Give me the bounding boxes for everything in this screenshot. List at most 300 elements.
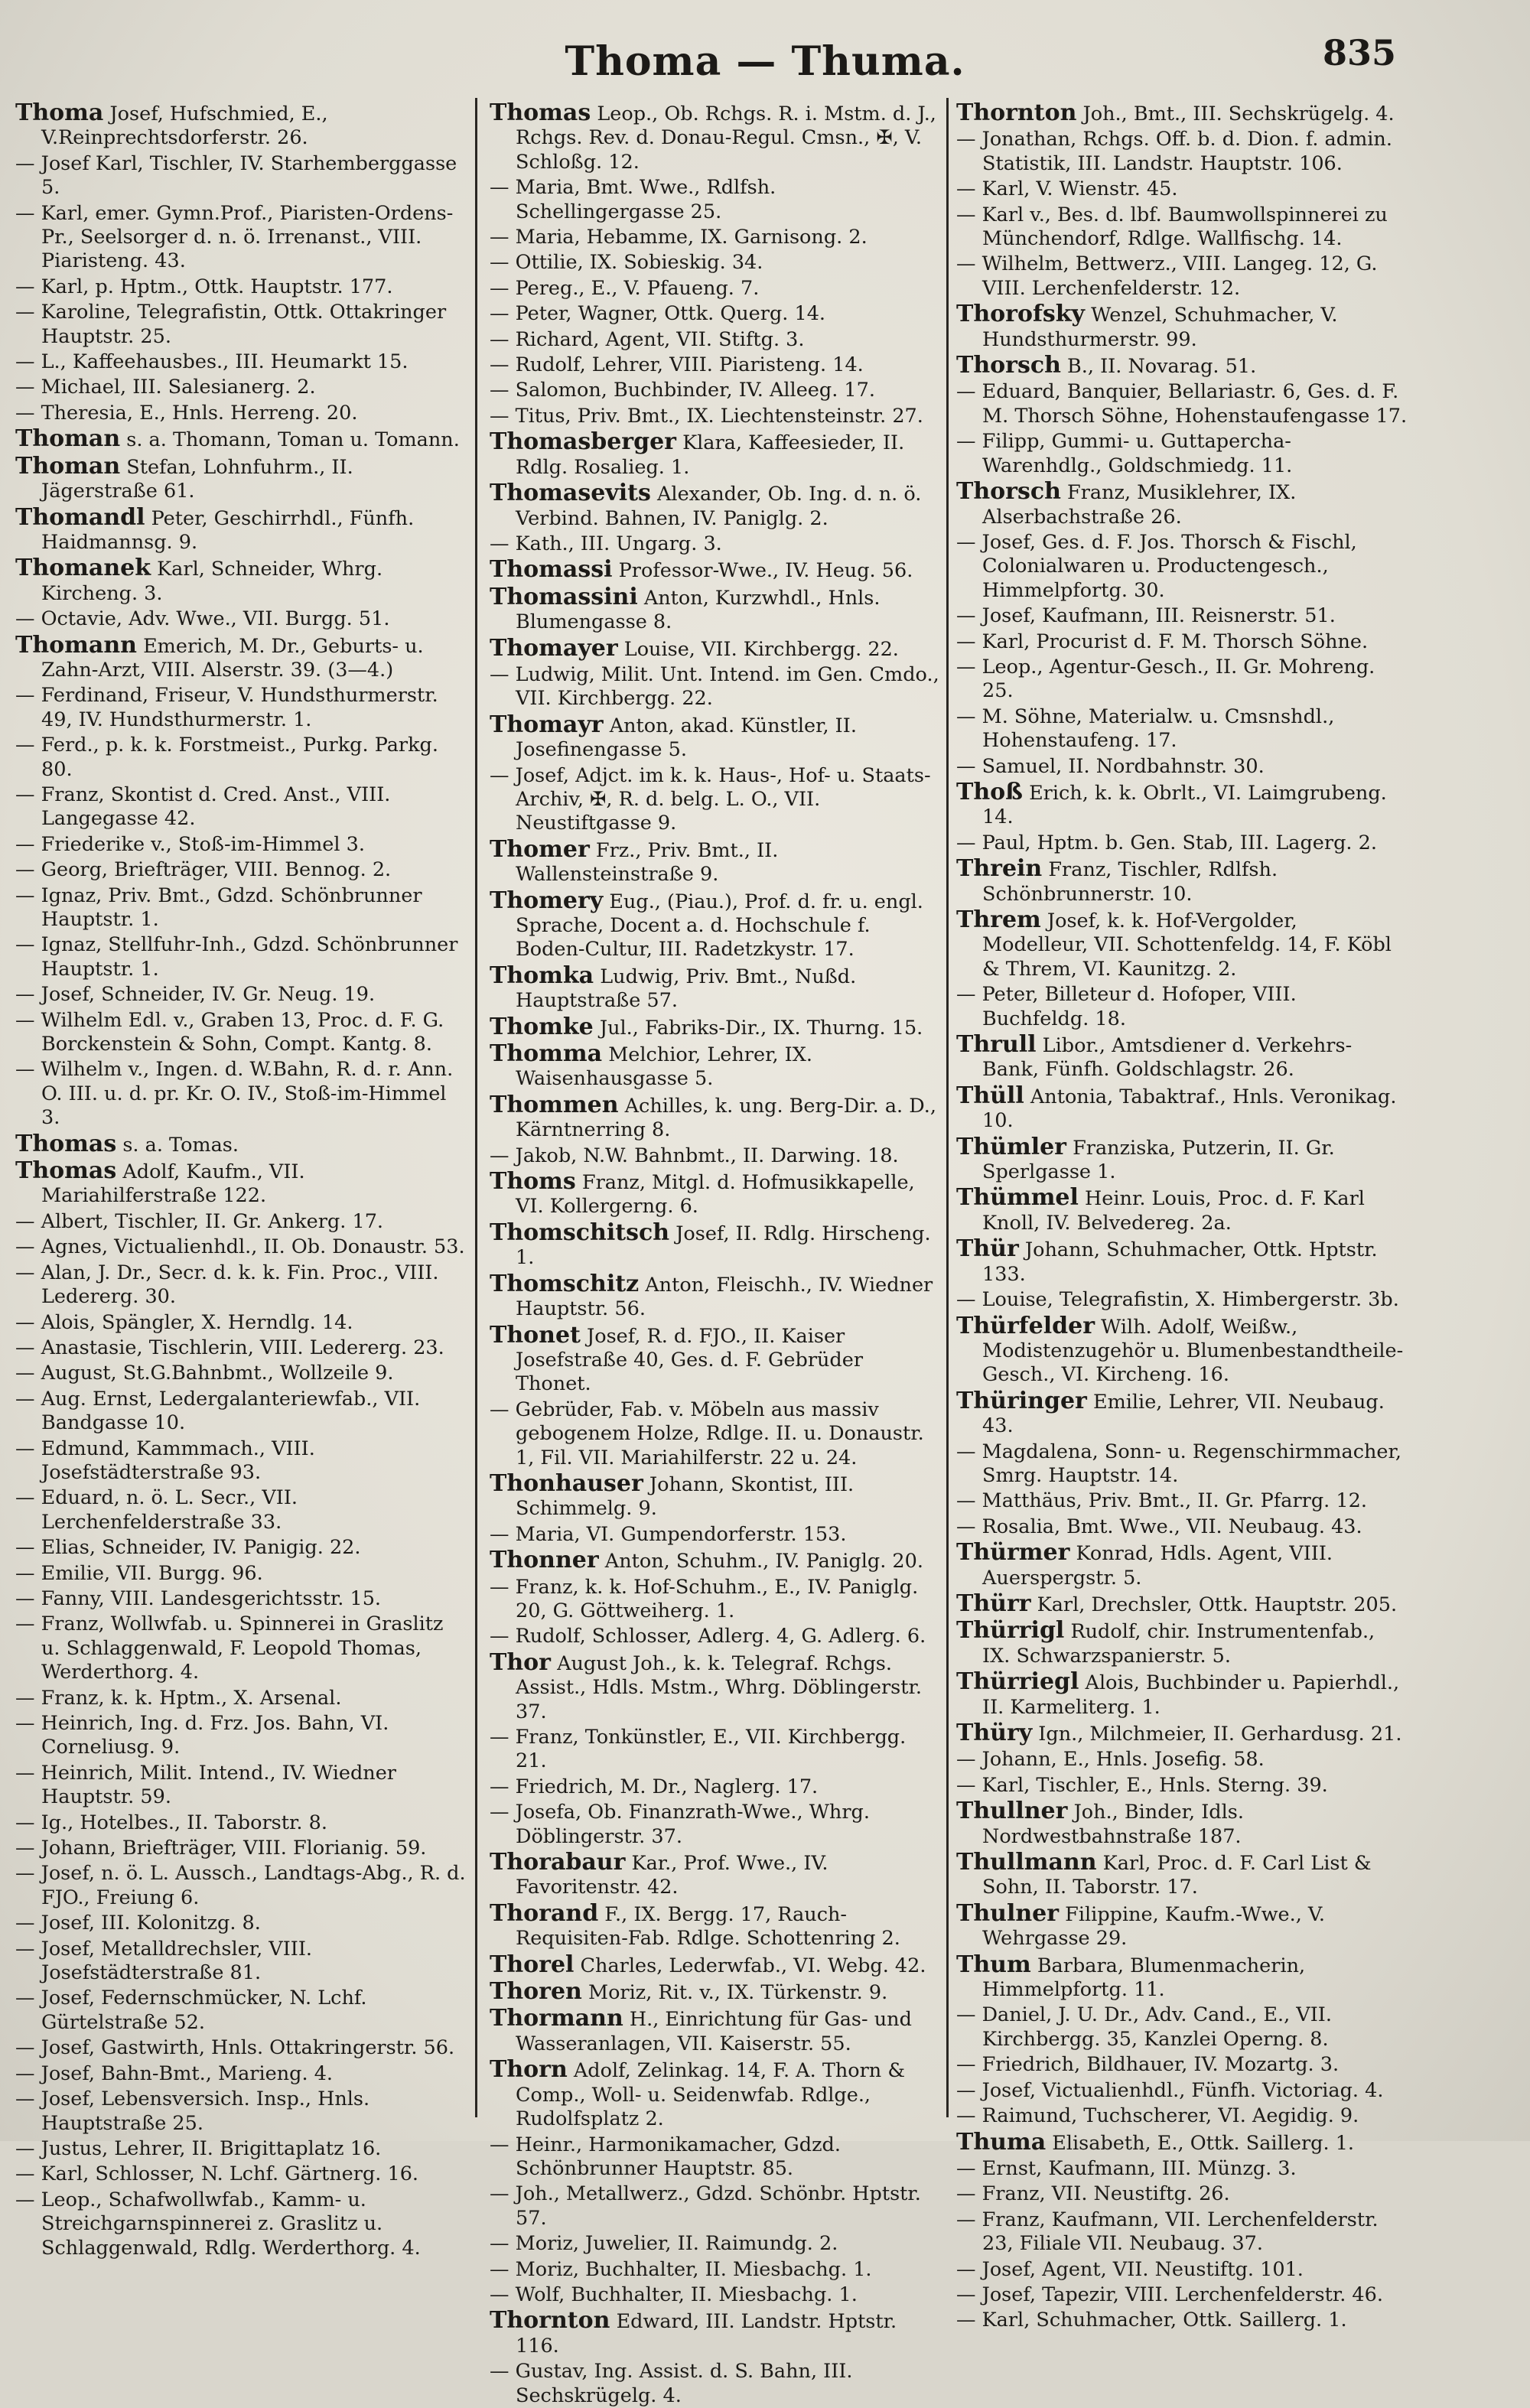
- directory-entry: [490, 835, 941, 887]
- directory-entry: [15, 884, 467, 932]
- entry-text: — Johann, Briefträger, VIII. Florianig. 59.: [15, 1837, 427, 1860]
- directory-entry: [15, 1912, 467, 1935]
- entry-surname: Thulner: [956, 1899, 1060, 1927]
- directory-entry: [15, 1159, 467, 1209]
- entry-text: — Heinrich, Ing. d. Frz. Jos. Bahn, VI. Corneliusg. 9.: [15, 1712, 389, 1759]
- directory-entry: [15, 350, 467, 374]
- entry-text: — Maria, VI. Gumpendorferstr. 153.: [490, 1522, 847, 1546]
- entry-text: F., IX. Bergg. 17, Rauch-Requisiten-Fab. Rdlge. Schottenring 2.: [516, 1902, 900, 1951]
- directory-entry: [15, 1235, 467, 1259]
- directory-entry: [490, 663, 941, 711]
- directory-entry: [490, 1398, 941, 1470]
- entry-surname: Thor: [490, 1648, 551, 1676]
- entry-text: — Leop., Schafwollwfab., Kamm- u. Streichgarnspinnerei z. Graslitz u. Schlaggenwald, Rdlg. Werderthorg. 4.: [15, 2188, 421, 2260]
- entry-surname: Thonner: [490, 1547, 599, 1574]
- entry-surname: Thürmer: [956, 1539, 1070, 1567]
- directory-entry: [490, 176, 941, 224]
- directory-entry: [956, 2079, 1408, 2103]
- entry-text: — Friedrich, Bildhauer, IV. Mozartg. 3.: [956, 2053, 1340, 2077]
- entry-text: Ludwig, Priv. Bmt., Nußd. Hauptstraße 57.: [516, 965, 857, 1013]
- entry-text: Klara, Kaffeesieder, II. Rdlg. Rosalieg. 1.: [516, 431, 905, 479]
- entry-text: — Karl, Tischler, E., Hnls. Sterng. 39.: [956, 1773, 1328, 1797]
- entry-surname: Thorsch: [956, 352, 1061, 379]
- directory-entry: [15, 454, 467, 504]
- page-header: [0, 32, 1530, 93]
- entry-surname: Thonet: [490, 1321, 581, 1349]
- entry-surname: Thomassini: [490, 583, 638, 610]
- entry-text: — Alan, J. Dr., Secr. d. k. k. Fin. Proc., VIII. Ledererg. 30.: [15, 1261, 439, 1309]
- entry-text: Melchior, Lehrer, IX. Waisenhausgasse 5.: [516, 1043, 813, 1091]
- directory-entry: [490, 2258, 941, 2282]
- entry-text: — Peter, Billeteur d. Hofoper, VIII. Buchfeldg. 18.: [956, 983, 1297, 1030]
- entry-text: — Paul, Hptm. b. Gen. Stab, III. Lagerg. 2.: [956, 831, 1377, 854]
- directory-entry: [15, 1132, 467, 1157]
- entry-text: — Rosalia, Bmt. Wwe., VII. Neubaug. 43.: [956, 1515, 1362, 1538]
- entry-text: — Maria, Hebamme, IX. Garnisong. 2.: [490, 226, 868, 249]
- directory-entry: [15, 503, 467, 555]
- entry-text: — Johann, E., Hnls. Josefig. 58.: [956, 1748, 1265, 1772]
- entry-text: — Heinr., Harmonikamacher, Gdzd. Schönbrunner Hauptstr. 85.: [490, 2133, 841, 2180]
- entry-surname: Thormann: [490, 2005, 623, 2032]
- directory-entry: [490, 328, 941, 352]
- directory-entry: [15, 1811, 467, 1835]
- entry-text: — Ig., Hotelbes., II. Taborstr. 8.: [15, 1811, 327, 1834]
- entry-surname: Thomanek: [15, 555, 151, 582]
- directory-entry: [15, 607, 467, 631]
- directory-entry: [490, 2283, 941, 2307]
- entry-surname: Thomas: [15, 1130, 117, 1157]
- entry-text: — Ferd., p. k. k. Forstmeist., Purkg. Parkg. 80.: [15, 734, 438, 781]
- directory-entry: [956, 1774, 1408, 1798]
- entry-text: Jul., Fabriks-Dir., IX. Thurng. 15.: [599, 1016, 923, 1040]
- directory-entry: [956, 780, 1408, 830]
- directory-entry: [490, 1850, 941, 1900]
- entry-text: — Pereg., E., V. Pfaueng. 7.: [490, 276, 760, 300]
- entry-surname: Thorn: [490, 2056, 568, 2084]
- entry-text: — Gebrüder, Fab. v. Möbeln aus massiv gebogenem Holze, Rdlge. II. u. Donaustr. 1, Fil. VII. Mariahilferstr. 22 u. 24.: [490, 1398, 924, 1469]
- entry-surname: Thornton: [956, 99, 1077, 126]
- directory-entry: [15, 2137, 467, 2161]
- entry-text: — Wolf, Buchhalter, II. Miesbachg. 1.: [490, 2283, 858, 2306]
- directory-entry: [490, 1323, 941, 1397]
- directory-entry: [956, 531, 1408, 603]
- directory-entry: [956, 857, 1408, 906]
- entry-text: Johann, Schuhmacher, Ottk. Hptstr. 133.: [982, 1238, 1378, 1286]
- directory-entry: [490, 2309, 941, 2358]
- entry-text: — Ottilie, IX. Sobieskig. 34.: [490, 251, 763, 275]
- entry-surname: Threm: [956, 906, 1041, 933]
- directory-entry: [15, 783, 467, 831]
- entry-surname: Thum: [956, 1951, 1031, 1978]
- entry-text: — Karl, V. Wienstr. 45.: [956, 177, 1178, 201]
- entry-surname: Thomery: [490, 887, 604, 914]
- directory-entry: [956, 2309, 1408, 2332]
- entry-text: — Octavie, Adv. Wwe., VII. Burgg. 51.: [15, 607, 390, 631]
- entry-text: — Salomon, Buchbinder, IV. Alleeg. 17.: [490, 379, 875, 402]
- directory-entry: [490, 251, 941, 275]
- entry-surname: Thorsch: [956, 478, 1061, 506]
- entry-text: — Jakob, N.W. Bahnbmt., II. Darwing. 18.: [490, 1144, 899, 1167]
- entry-text: Konrad, Hdls. Agent, VIII. Auerspergstr. 5.: [982, 1542, 1333, 1590]
- directory-entry: [15, 556, 467, 606]
- entry-text: — Agnes, Victualienhdl., II. Ob. Donaustr. 53.: [15, 1235, 465, 1259]
- directory-entry: [490, 1042, 941, 1092]
- directory-entry: [15, 301, 467, 349]
- entry-text: — Josef, n. ö. L. Aussch., Landtags-Abg., R. d. FJO., Freiung 6.: [15, 1862, 466, 1909]
- entry-text: — Josef, III. Kolonitzg. 8.: [15, 1912, 261, 1935]
- entry-text: — Josef, Ges. d. F. Jos. Thorsch & Fischl, Colonialwaren u. Productengesch., Himmelpfortg. 30.: [956, 530, 1357, 602]
- entry-surname: Thomayer: [490, 634, 618, 662]
- entry-surname: Thorofsky: [956, 301, 1085, 328]
- entry-text: Antonia, Tabaktraf., Hnls. Veronikag. 10.: [982, 1085, 1397, 1133]
- entry-text: — Maria, Bmt. Wwe., Rdlfsh. Schellingergasse 25.: [490, 176, 776, 223]
- entry-text: Edward, III. Landstr. Hptstr. 116.: [516, 2310, 897, 2358]
- entry-surname: Thoren: [490, 1978, 582, 2006]
- entry-text: Wilh. Adolf, Weißw., Modistenzugehör u. Blumenbestandtheile-Gesch., VI. Kircheng. 16.: [982, 1315, 1404, 1387]
- directory-entry: [956, 630, 1408, 654]
- entry-text: — Anastasie, Tischlerin, VIII. Ledererg. 23.: [15, 1336, 444, 1359]
- entry-text: Frz., Priv. Bmt., II. Wallensteinstraße 9.: [516, 838, 779, 887]
- entry-text: — Daniel, J. U. Dr., Adv. Cand., E., VII. Kirchbergg. 35, Kanzlei Operng. 8.: [956, 2003, 1332, 2051]
- entry-text: — Franz, Tonkünstler, E., VII. Kirchbergg. 21.: [490, 1726, 907, 1773]
- column-2: [490, 99, 941, 2407]
- entry-text: Eug., (Piau.), Prof. d. fr. u. engl. Sprache, Docent a. d. Hochschule f. Boden-Cultur, III. Radetzkystr. 17.: [516, 890, 923, 962]
- directory-entry: [956, 252, 1408, 301]
- directory-entry: [15, 2188, 467, 2260]
- directory-entry: [490, 379, 941, 402]
- directory-entry: [490, 353, 941, 377]
- directory-entry: [956, 1619, 1408, 1668]
- entry-surname: Thoß: [956, 778, 1023, 805]
- directory-entry: [490, 1272, 941, 1322]
- entry-text: Adolf, Zelinkag. 14, F. A. Thorn & Comp., Woll- u. Seidenwfab. Rdlge., Rudolfsplatz 2.: [516, 2059, 906, 2131]
- directory-entry: [15, 1687, 467, 1710]
- directory-entry: [490, 1648, 941, 1724]
- directory-entry: [15, 1612, 467, 1684]
- column-divider: [946, 98, 949, 2117]
- entry-text: Heinr. Louis, Proc. d. F. Karl Knoll, IV. Belvedereg. 2a.: [982, 1187, 1365, 1235]
- directory-entry: [490, 1548, 941, 1573]
- entry-text: Franz, Musiklehrer, IX. Alserbachstraße 26.: [982, 481, 1297, 529]
- entry-text: — Ignaz, Stellfuhr-Inh., Gdzd. Schönbrunner Hauptstr. 1.: [15, 933, 458, 981]
- directory-entry: [956, 2157, 1408, 2181]
- directory-entry: [956, 353, 1408, 379]
- entry-text: — Raimund, Tuchscherer, VI. Aegidig. 9.: [956, 2104, 1359, 2128]
- entry-text: — Ernst, Kaufmann, III. Münzg. 3.: [956, 2156, 1297, 2180]
- directory-entry: [490, 101, 941, 174]
- directory-entry: [956, 380, 1408, 428]
- directory-entry: [15, 275, 467, 299]
- column-divider: [475, 98, 477, 2117]
- entry-text: — Matthäus, Priv. Bmt., II. Gr. Pfarrg. 12.: [956, 1489, 1367, 1513]
- directory-entry: [956, 1799, 1408, 1849]
- entry-text: — Jonathan, Rchgs. Off. b. d. Dion. f. admin. Statistik, III. Landstr. Hauptstr. 106.: [956, 128, 1392, 175]
- entry-surname: Threin: [956, 855, 1043, 883]
- page-number: 835: [1322, 32, 1396, 73]
- directory-entry: [490, 2232, 941, 2256]
- directory-entry: [956, 1670, 1408, 1720]
- directory-entry: [490, 1093, 941, 1143]
- entry-surname: Thüringer: [956, 1387, 1087, 1414]
- directory-entry: [490, 1523, 941, 1547]
- entry-text: — Theresia, E., Hnls. Herreng. 20.: [15, 401, 358, 425]
- entry-text: — Aug. Ernst, Ledergalanteriewfab., VII. Bandgasse 10.: [15, 1387, 421, 1435]
- entry-surname: Thomer: [490, 835, 590, 863]
- entry-text: — Emilie, VII. Burgg. 96.: [15, 1561, 263, 1585]
- entry-text: H., Einrichtung für Gas- und Wasseranlagen, VII. Kaiserstr. 55.: [516, 2008, 912, 2055]
- entry-text: Rudolf, chir. Instrumentenfab., IX. Schwarzspanierstr. 5.: [982, 1620, 1375, 1668]
- directory-entry: [956, 1721, 1408, 1746]
- entry-text: — Josef, Lebensversich. Insp., Hnls. Hauptstraße 25.: [15, 2087, 370, 2135]
- directory-entry: [15, 1336, 467, 1360]
- entry-text: — Josef, Tapezir, VIII. Lerchenfelderstr. 46.: [956, 2283, 1383, 2306]
- entry-surname: Thümmel: [956, 1184, 1079, 1212]
- directory-entry: [15, 101, 467, 151]
- directory-entry: [15, 633, 467, 683]
- entry-surname: Thomke: [490, 1013, 594, 1040]
- entry-text: Franz, Tischler, Rdlfsh. Schönbrunnerstr. 10.: [982, 858, 1278, 906]
- directory-entry: [490, 1144, 941, 1168]
- entry-text: — Karl, p. Hptm., Ottk. Hauptstr. 177.: [15, 275, 393, 298]
- entry-text: Erich, k. k. Obrlt., VI. Laimgrubeng. 14.: [982, 781, 1387, 829]
- entry-surname: Thomasevits: [490, 480, 651, 507]
- directory-entry: [490, 1980, 941, 2005]
- entry-text: Franziska, Putzerin, II. Gr. Sperlgasse 1.: [982, 1136, 1335, 1184]
- column-3: [956, 99, 1408, 2332]
- directory-entry: [956, 2208, 1408, 2257]
- entry-text: — Josef Karl, Tischler, IV. Starhemberggasse 5.: [15, 151, 457, 200]
- entry-text: — Friedrich, M. Dr., Naglerg. 17.: [490, 1775, 819, 1798]
- entry-text: — Alois, Spängler, X. Herndlg. 14.: [15, 1310, 353, 1334]
- entry-text: — Josef, Bahn-Bmt., Marieng. 4.: [15, 2061, 334, 2085]
- directory-entry: [956, 2053, 1408, 2077]
- entry-text: Emilie, Lehrer, VII. Neubaug. 43.: [982, 1390, 1385, 1438]
- directory-entry: [15, 1536, 467, 1560]
- directory-entry: [15, 983, 467, 1007]
- entry-surname: Thullmann: [956, 1849, 1097, 1876]
- entry-text: — Louise, Telegrafistin, X. Himbergerstr. 3b.: [956, 1288, 1399, 1312]
- directory-entry: [15, 1762, 467, 1810]
- entry-surname: Thomandl: [15, 503, 145, 531]
- entry-text: — Franz, k. k. Hptm., X. Arsenal.: [15, 1686, 342, 1710]
- entry-surname: Thürriegl: [956, 1668, 1079, 1696]
- entry-text: Adolf, Kaufm., VII. Mariahilferstraße 122.: [41, 1160, 305, 1208]
- entry-text: Emerich, M. Dr., Geburts- u. Zahn-Arzt, VIII. Alserstr. 39. (3—4.): [41, 634, 424, 682]
- directory-entry: [490, 430, 941, 480]
- directory-entry: [490, 713, 941, 763]
- directory-entry: [490, 636, 941, 662]
- directory-entry: [490, 1221, 941, 1271]
- directory-entry: [15, 734, 467, 782]
- entry-text: Johann, Skontist, III. Schimmelg. 9.: [516, 1472, 855, 1521]
- directory-entry: [956, 203, 1408, 252]
- directory-entry: [15, 376, 467, 399]
- entry-text: — Gustav, Ing. Assist. d. S. Bahn, III. Sechskrügelg. 4.: [490, 2360, 853, 2407]
- directory-entry: [956, 983, 1408, 1031]
- entry-text: — Eduard, n. ö. L. Secr., VII. Lerchenfelderstraße 33.: [15, 1486, 298, 1534]
- directory-entry: [15, 427, 467, 452]
- entry-surname: Thoman: [15, 452, 121, 480]
- entry-text: — Karl, Schlosser, N. Lchf. Gärtnerg. 16.: [15, 2162, 419, 2186]
- entry-surname: Thürr: [956, 1590, 1031, 1617]
- entry-text: — Rudolf, Lehrer, VIII. Piaristeng. 14.: [490, 353, 864, 377]
- entry-text: Charles, Lederwfab., VI. Webg. 42.: [580, 1954, 926, 1977]
- entry-text: — Wilhelm, Bettwerz., VIII. Langeg. 12, G. VIII. Lerchenfelderstr. 12.: [956, 252, 1378, 300]
- entry-text: Josef, R. d. FJO., II. Kaiser Josefstraße 40, Ges. d. F. Gebrüder Thonet.: [516, 1324, 864, 1396]
- entry-text: — Ferdinand, Friseur, V. Hundsthurmerstr. 49, IV. Hundsthurmerstr. 1.: [15, 684, 438, 731]
- directory-entry: [956, 2182, 1408, 2206]
- directory-entry: [490, 1015, 941, 1040]
- entry-text: Joh., Bmt., III. Sechskrügelg. 4.: [1082, 103, 1395, 125]
- entry-text: — Fanny, VIII. Landesgerichtsstr. 15.: [15, 1586, 382, 1610]
- directory-entry: [15, 858, 467, 882]
- entry-text: Peter, Geschirrhdl., Fünfh. Haidmannsg. 9.: [41, 506, 415, 554]
- directory-entry: [956, 1389, 1408, 1439]
- directory-entry: [490, 1953, 941, 1978]
- entry-text: — Samuel, II. Nordbahnstr. 30.: [956, 754, 1265, 778]
- directory-entry: [956, 1515, 1408, 1539]
- entry-text: Achilles, k. ung. Berg-Dir. a. D., Kärntnerring 8.: [516, 1094, 936, 1142]
- entry-text: — Franz, VII. Neustiftg. 26.: [956, 2182, 1230, 2206]
- entry-text: Karl, Proc. d. F. Carl List & Sohn, II. Taborstr. 17.: [982, 1852, 1372, 1899]
- entry-text: — Karoline, Telegrafistin, Ottk. Ottakringer Hauptstr. 25.: [15, 301, 447, 348]
- entry-text: — Josef, Gastwirth, Hnls. Ottakringerstr. 56.: [15, 2036, 455, 2060]
- entry-text: — Elias, Schneider, IV. Panigig. 22.: [15, 1536, 361, 1560]
- directory-entry: [956, 908, 1408, 981]
- entry-text: — Josef, Agent, VII. Neustiftg. 101.: [956, 2257, 1304, 2281]
- entry-surname: Thornton: [490, 2307, 610, 2335]
- directory-entry: [15, 1437, 467, 1485]
- entry-text: Stefan, Lohnfuhrm., II. Jägerstraße 61.: [41, 455, 353, 503]
- entry-text: — Josef, Adjct. im k. k. Haus-, Hof- u. Staats-Archiv, ✠, R. d. belg. L. O., VII. Neustiftgasse 9.: [490, 763, 931, 835]
- directory-entry: [15, 684, 467, 732]
- entry-text: — Franz, Kaufmann, VII. Lerchenfelderstr. 23, Filiale VII. Neubaug. 37.: [956, 2208, 1379, 2256]
- entry-text: Karl, Schneider, Whrg. Kircheng. 3.: [41, 558, 383, 605]
- directory-entry: [490, 405, 941, 428]
- entry-text: — M. Söhne, Materialw. u. Cmsnshdl., Hohenstaufeng. 17.: [956, 705, 1335, 753]
- directory-entry: [956, 128, 1408, 176]
- entry-text: Filippine, Kaufm.-Wwe., V. Wehrgasse 29.: [982, 1902, 1325, 1951]
- entry-surname: Thommen: [490, 1091, 619, 1118]
- entry-surname: Thorand: [490, 1899, 599, 1927]
- entry-text: — L., Kaffeehausbes., III. Heumarkt 15.: [15, 350, 409, 374]
- directory-entry: [490, 2182, 941, 2231]
- entry-surname: Thomma: [490, 1040, 603, 1068]
- entry-surname: Thüry: [956, 1720, 1033, 1746]
- directory-entry: [490, 1775, 941, 1799]
- directory-entry: [956, 604, 1408, 628]
- directory-entry: [490, 1899, 941, 1951]
- directory-entry: [956, 1288, 1408, 1312]
- directory-entry: [956, 2104, 1408, 2128]
- entry-surname: Thürfelder: [956, 1312, 1095, 1339]
- entry-text: — Edmund, Kammmach., VIII. Josefstädterstraße 93.: [15, 1437, 315, 1484]
- directory-entry: [15, 402, 467, 425]
- entry-surname: Thomka: [490, 962, 594, 989]
- directory-entry: [956, 177, 1408, 201]
- directory-entry: [956, 1033, 1408, 1082]
- directory-entry: [956, 1748, 1408, 1772]
- directory-entry: [15, 1938, 467, 1986]
- directory-entry: [956, 2003, 1408, 2052]
- directory-entry: [15, 1362, 467, 1385]
- directory-entry: [490, 558, 941, 583]
- directory-entry: [15, 1587, 467, 1611]
- entry-text: — Albert, Tischler, II. Gr. Ankerg. 17.: [15, 1209, 384, 1233]
- entry-text: — Georg, Briefträger, VIII. Bennog. 2.: [15, 858, 392, 882]
- directory-entry: [956, 1440, 1408, 1489]
- directory-entry: [956, 430, 1408, 478]
- entry-text: Josef, Hufschmied, E., V.Reinprechtsdorferstr. 26.: [41, 103, 328, 150]
- directory-entry: [956, 1135, 1408, 1185]
- entry-text: Kar., Prof. Wwe., IV. Favoritenstr. 42.: [516, 1852, 828, 1899]
- entry-text: Anton, Kurzwhdl., Hnls. Blumengasse 8.: [516, 586, 881, 634]
- entry-text: Anton, Schuhm., IV. Paniglg. 20.: [604, 1550, 923, 1573]
- entry-text: — Kath., III. Ungarg. 3.: [490, 532, 722, 555]
- entry-surname: Thoma: [15, 99, 104, 126]
- directory-entry: [490, 481, 941, 531]
- entry-text: Elisabeth, E., Ottk. Saillerg. 1.: [1052, 2131, 1355, 2155]
- entry-surname: Thoms: [490, 1168, 576, 1196]
- entry-text: — Michael, III. Salesianerg. 2.: [15, 376, 316, 399]
- directory-entry: [15, 1562, 467, 1586]
- entry-text: — Josef, Metalldrechsler, VIII. Josefstädterstraße 81.: [15, 1937, 313, 1985]
- entry-text: Alois, Buchbinder u. Papierhdl., II. Karmeliterg. 1.: [982, 1671, 1400, 1719]
- directory-entry: [490, 226, 941, 249]
- entry-text: — Richard, Agent, VII. Stiftg. 3.: [490, 327, 805, 351]
- entry-surname: Thullner: [956, 1798, 1068, 1825]
- entry-text: — Heinrich, Milit. Intend., IV. Wiedner Hauptstr. 59.: [15, 1761, 396, 1809]
- entry-surname: Thuma: [956, 2128, 1047, 2156]
- entry-text: Ign., Milchmeier, II. Gerhardusg. 21.: [1038, 1723, 1402, 1746]
- entry-text: — Josef, Schneider, IV. Gr. Neug. 19.: [15, 983, 376, 1007]
- directory-entry: [15, 2036, 467, 2060]
- directory-entry: [490, 764, 941, 836]
- entry-text: — Leop., Agentur-Gesch., II. Gr. Mohreng. 25.: [956, 655, 1375, 703]
- entry-text: — Karl, Procurist d. F. M. Thorsch Söhne.: [956, 630, 1369, 653]
- entry-text: — Wilhelm v., Ingen. d. W.Bahn, R. d. r. Ann. O. III. u. d. pr. Kr. O. IV., Stoß-im-Himmel 3.: [15, 1058, 454, 1130]
- directory-entry: [490, 1469, 941, 1521]
- entry-text: Wenzel, Schuhmacher, V. Hundsthurmerstr. 99.: [982, 304, 1338, 351]
- directory-entry: [15, 1862, 467, 1910]
- entry-text: — Franz, Wollwfab. u. Spinnerei in Graslitz u. Schlaggenwald, F. Leopold Thomas, Werderthorg. 4.: [15, 1612, 444, 1684]
- directory-entry: [490, 532, 941, 556]
- entry-text: Alexander, Ob. Ing. d. n. ö. Verbind. Bahnen, IV. Paniglg. 2.: [516, 483, 922, 530]
- entry-text: — Wilhelm Edl. v., Graben 13, Proc. d. F. G. Borckenstein & Sohn, Compt. Kantg. 8.: [15, 1008, 444, 1056]
- directory-entry: [490, 1625, 941, 1648]
- entry-surname: Thomas: [490, 99, 591, 126]
- directory-entry: [15, 1009, 467, 1057]
- directory-entry: [956, 1314, 1408, 1388]
- entry-text: — Josef, Federnschmücker, N. Lchf. Gürtelstraße 52.: [15, 1987, 367, 2034]
- directory-entry: [956, 1953, 1408, 2003]
- entry-text: — Justus, Lehrer, II. Brigittaplatz 16.: [15, 2136, 382, 2160]
- directory-entry: [15, 1486, 467, 1534]
- directory-entry: [490, 2133, 941, 2182]
- directory-entry: [490, 889, 941, 962]
- directory-entry: [956, 2283, 1408, 2307]
- entry-surname: Thomayr: [490, 711, 604, 738]
- page-title: Thoma — Thuma.: [565, 38, 965, 85]
- entry-text: — Ignaz, Priv. Bmt., Gdzd. Schönbrunner Hauptstr. 1.: [15, 883, 422, 931]
- entry-surname: Thomas: [15, 1157, 117, 1185]
- entry-text: — Titus, Priv. Bmt., IX. Liechtensteinstr. 27.: [490, 404, 923, 428]
- entry-text: — Rudolf, Schlosser, Adlerg. 4, G. Adlerg. 6.: [490, 1625, 926, 1648]
- entry-text: — Franz, k. k. Hof-Schuhm., E., IV. Paniglg. 20, G. Göttweiherg. 1.: [490, 1575, 919, 1622]
- directory-entry: [956, 1850, 1408, 1900]
- directory-entry: [956, 1186, 1408, 1235]
- entry-text: Barbara, Blumenmacherin, Himmelpfortg. 11.: [982, 1954, 1306, 2002]
